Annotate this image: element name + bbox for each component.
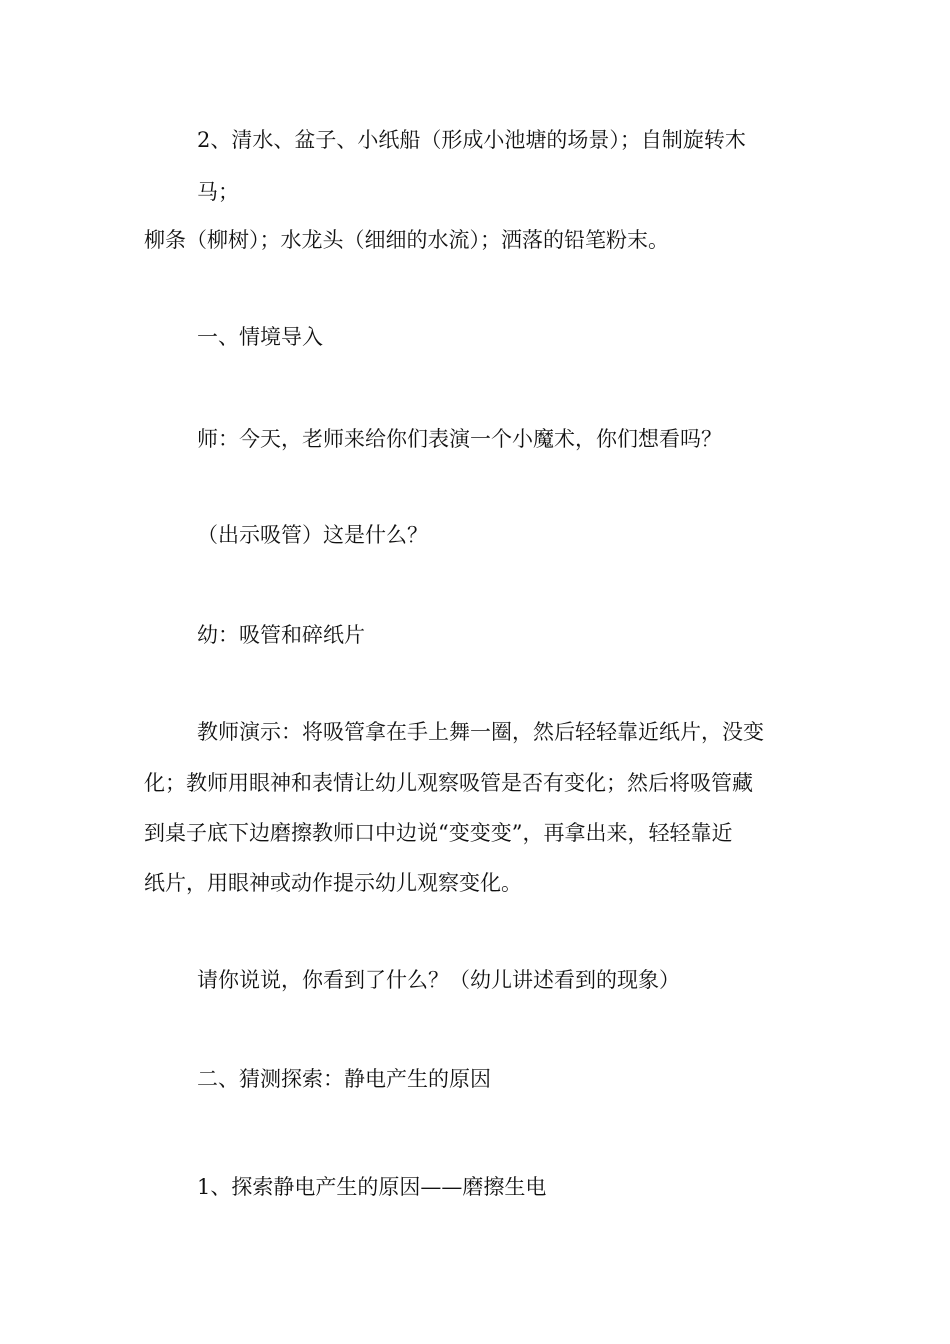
teacher-dialogue-1: 师：今天，老师来给你们表演一个小魔术，你们想看吗？ — [197, 427, 722, 451]
section-heading-2: 二、猜测探索：静电产生的原因 — [197, 1067, 491, 1091]
child-dialogue-1: 幼：吸管和碎纸片 — [197, 623, 365, 647]
materials-line-1: 2、清水、盆子、小纸船（形成小池塘的场景）；自制旋转木 — [197, 128, 746, 152]
materials-line-2: 马； — [197, 180, 239, 204]
subsection-heading-1: 1、探索静电产生的原因——磨擦生电 — [197, 1175, 547, 1199]
demo-line-4: 纸片，用眼神或动作提示幼儿观察变化。 — [144, 871, 522, 895]
demo-line-1: 教师演示：将吸管拿在手上舞一圈，然后轻轻靠近纸片，没变 — [197, 720, 764, 744]
demo-line-2: 化；教师用眼神和表情让幼儿观察吸管是否有变化；然后将吸管藏 — [144, 771, 753, 795]
materials-line-3: 柳条（柳树）；水龙头（细细的水流）；洒落的铅笔粉末。 — [144, 228, 669, 252]
teacher-dialogue-3: 请你说说，你看到了什么？（幼儿讲述看到的现象） — [197, 968, 680, 992]
teacher-dialogue-2: （出示吸管）这是什么？ — [197, 523, 428, 547]
section-heading-1: 一、情境导入 — [197, 325, 323, 349]
demo-line-3: 到桌子底下边磨擦教师口中边说“变变变”，再拿出来，轻轻靠近 — [144, 821, 733, 845]
